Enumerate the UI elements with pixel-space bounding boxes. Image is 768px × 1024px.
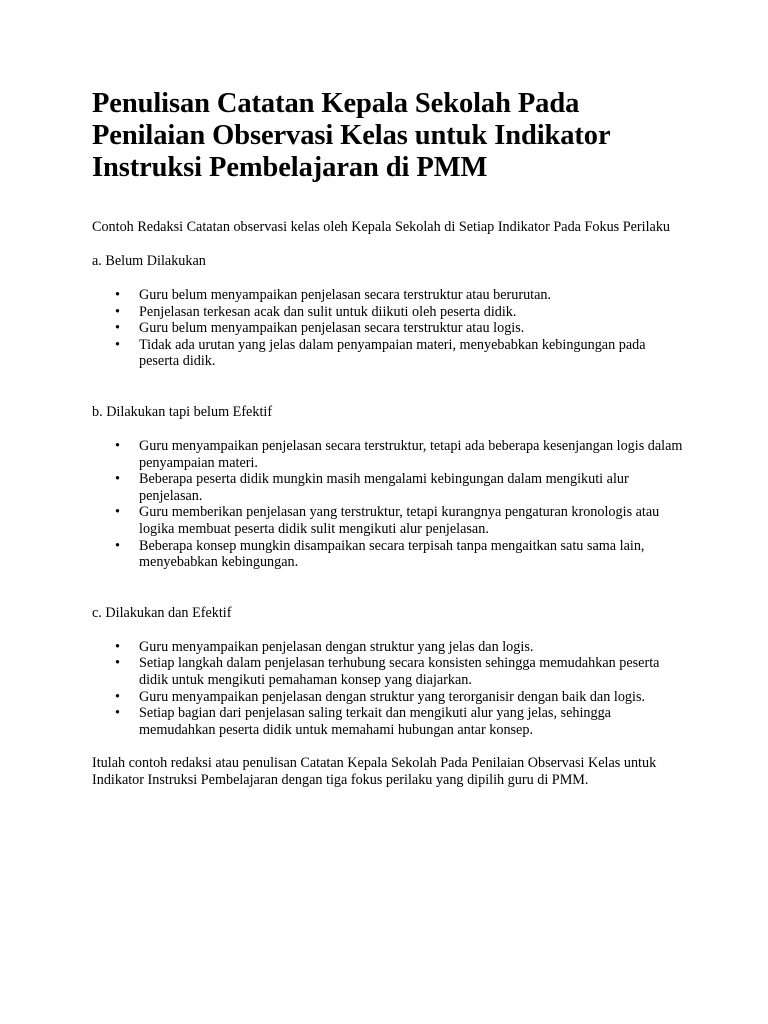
bullet-icon: • [115,537,120,554]
list-item-text: Setiap langkah dalam penjelasan terhubung secara konsisten sehingga memudahkan peserta didik untuk mengikuti pemahaman konsep yang diajarkan. [139,655,660,688]
list-item [115,471,688,504]
closing-paragraph: Itulah contoh redaksi atau penulisan Catatan Kepala Sekolah Pada Penilaian Observasi Kelas untuk Indikator Instruksi Pembelajaran dengan tiga fokus perilaku yang dipilih guru di PMM. [92,755,657,789]
list-item-text: Beberapa konsep mungkin disampaikan secara terpisah tanpa mengaitkan satu sama lain, menyebabkan kebingungan. [139,537,645,571]
document-title: Penulisan Catatan Kepala Sekolah Pada Penilaian Observasi Kelas untuk Indikator Instruksi Pembelajaran di PMM [92,88,610,183]
list-item-text: Guru memberikan penjelasan yang terstruktur, tetapi kurangnya pengaturan kronologis atau logika membuat peserta didik sulit mengikuti alur penjelasan. [139,504,660,537]
list-item-text: Guru belum menyampaikan penjelasan secara terstruktur atau berurutan. [139,287,552,303]
list-item-text: Setiap bagian dari penjelasan saling terkait dan mengikuti alur yang jelas, sehingga memudahkan peserta didik untuk memahami hubungan antar konsep. [139,705,611,738]
section-label-dilakukan-efektif: c. Dilakukan dan Efektif [92,604,232,621]
list-item-text: Guru menyampaikan penjelasan dengan struktur yang jelas dan logis. [139,638,534,655]
bullet-icon: • [115,504,120,521]
bullet-icon: • [115,287,120,303]
list-item [115,320,688,337]
list-item [115,537,688,571]
list-item-text: Guru menyampaikan penjelasan dengan struktur yang terorganisir dengan baik dan logis. [139,688,646,705]
bullet-icon: • [115,320,120,337]
intro-paragraph: Contoh Redaksi Catatan observasi kelas oleh Kepala Sekolah di Setiap Indikator Pada Fokus Perilaku [92,219,671,235]
list-item-text: Guru belum menyampaikan penjelasan secara terstruktur atau logis. [139,320,525,337]
section-label-belum-dilakukan: a. Belum Dilakukan [92,253,206,269]
bullet-icon: • [115,437,120,454]
list-item-text: Penjelasan terkesan acak dan sulit untuk diikuti oleh peserta didik. [139,303,517,320]
list-item-text: Guru menyampaikan penjelasan secara terstruktur, tetapi ada beberapa kesenjangan logis dalam penyampaian materi. [139,437,683,471]
bullet-icon: • [115,303,120,320]
list-item [115,287,688,304]
bullet-icon: • [115,638,120,655]
list-item [115,504,688,537]
bullet-icon: • [115,688,120,705]
list-item [115,638,688,656]
section-label-dilakukan-belum-efektif: b. Dilakukan tapi belum Efektif [92,403,273,420]
list-item-text: Beberapa peserta didik mungkin masih mengalami kebingungan dalam mengikuti alur penjelasan. [139,471,629,504]
section-list-belum-dilakukan [92,287,688,370]
section-list-dilakukan-belum-efektif [92,438,688,571]
bullet-icon: • [115,336,120,353]
bullet-icon: • [115,705,120,722]
bullet-icon: • [115,655,120,672]
list-item [115,336,688,370]
list-item [115,303,688,321]
section-list-dilakukan-efektif [92,639,688,739]
list-item [115,688,688,706]
bullet-icon: • [115,471,120,488]
list-item [115,655,688,688]
list-item [115,437,688,471]
list-item-text: Tidak ada urutan yang jelas dalam penyampaian materi, menyebabkan kebingungan pada peserta didik. [139,336,646,370]
list-item [115,705,688,738]
